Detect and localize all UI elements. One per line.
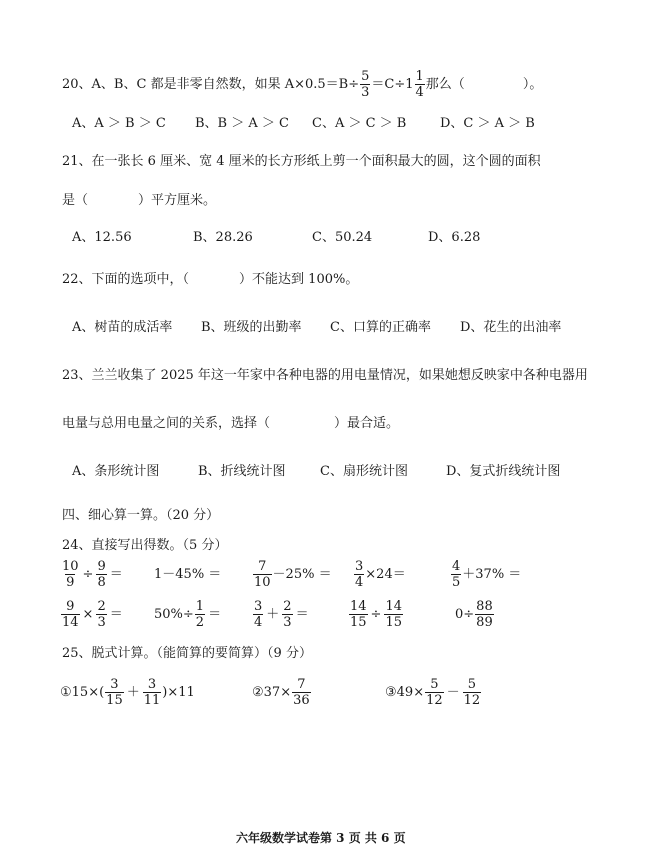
q23-option-a: A、条形统计图 <box>72 464 160 479</box>
q22-option-a: A、树苗的成活率 <box>72 320 173 335</box>
q24-item-r1c5: $\frac{4}{5}$ ＋37% ＝ <box>452 559 522 590</box>
q23-line-1: 23、兰兰收集了 2025 年这一年家中各种电器的用电量情况，如果她想反映家中各种电器用 <box>62 368 588 383</box>
q24-item-r1c2: 1－45% ＝ <box>154 567 222 582</box>
q21-line-2-b: ）平方厘米。 <box>138 193 217 208</box>
q21-option-a: A、12.56 <box>72 230 132 245</box>
fraction: $\frac{3}{15}$ <box>106 677 123 708</box>
fraction: $\frac{7}{36}$ <box>293 677 310 708</box>
q20-option-b: B、B ＞ A ＞ C <box>195 116 289 131</box>
q20-stem-text-a: 20、A、B、C 都是非零自然数，如果 A×0.5＝B÷ <box>62 77 360 93</box>
q22-option-b: B、班级的出勤率 <box>201 320 302 335</box>
q23-line-2 <box>62 417 399 430</box>
q25-problem-3: ③49× $\frac{5}{12}$ － $\frac{5}{12}$ <box>385 677 481 708</box>
q21-line-1: 21、在一张长 6 厘米、宽 4 厘米的长方形纸上剪一个面积最大的圆，这个圆的面积 <box>62 154 541 169</box>
q20-fraction-5-3: $\frac{5}{3}$ <box>361 69 370 100</box>
q24-item-r2c1: $\frac{9}{14}$ × $\frac{2}{3}$ ＝ <box>62 599 123 630</box>
fraction: $\frac{14}{15}$ <box>350 599 367 630</box>
fraction: $\frac{5}{12}$ <box>463 677 481 708</box>
q21-option-b: B、28.26 <box>193 230 253 245</box>
q20-fraction-1-4: $\frac{1}{4}$ <box>415 69 424 100</box>
q20-stem-end: ）。 <box>522 77 543 93</box>
q25-problem-1: ①15×( $\frac{3}{15}$ ＋ $\frac{3}{11}$ )×11 <box>60 677 195 708</box>
fraction: $\frac{7}{10}$ <box>254 559 271 590</box>
q24-item-r2c5: 0÷ $\frac{88}{89}$ <box>455 599 493 630</box>
q23-line-2-a: 电量与总用电量之间的关系，选择（ <box>62 416 271 431</box>
q20-stem-text-b: ＝C÷1 <box>371 77 414 93</box>
q22-option-d: D、花生的出油率 <box>460 320 562 335</box>
fraction: $\frac{3}{4}$ <box>254 599 263 630</box>
section-4-title: 四、细心算一算。（20 分） <box>62 508 220 523</box>
q25-problem-2: ②37× $\frac{7}{36}$ <box>252 677 310 708</box>
q21-option-d: D、6.28 <box>428 230 481 245</box>
page-footer: 六年级数学试卷第 3 页 共 6 页 <box>236 831 406 845</box>
fraction: $\frac{14}{15}$ <box>385 599 402 630</box>
q22-stem-b: ）不能达到 100%。 <box>239 272 359 287</box>
fraction: $\frac{9}{14}$ <box>62 599 79 630</box>
q24-item-r1c4: $\frac{3}{4}$ ×24＝ <box>355 559 406 590</box>
fraction: $\frac{88}{89}$ <box>476 599 493 630</box>
q24-item-r1c3: $\frac{7}{10}$ －25% ＝ <box>254 559 332 590</box>
fraction: $\frac{3}{4}$ <box>355 559 364 590</box>
q24-item-r2c3: $\frac{3}{4}$ ＋ $\frac{2}{3}$ ＝ <box>254 599 309 630</box>
q22-stem-a: 22、下面的选项中，（ <box>62 272 190 287</box>
fraction: $\frac{9}{8}$ <box>97 559 106 590</box>
q24-title: 24、直接写出得数。（5 分） <box>62 538 228 553</box>
fraction: $\frac{3}{11}$ <box>143 677 161 708</box>
q25-title: 25、脱式计算。（能简算的要简算）（9 分） <box>62 646 312 661</box>
q20-option-a: A、A ＞ B ＞ C <box>72 116 166 131</box>
q22-stem <box>62 273 358 286</box>
q21-line-2 <box>62 194 216 207</box>
q22-option-c: C、口算的正确率 <box>330 320 431 335</box>
q24-item-r2c4: $\frac{14}{15}$ ÷ $\frac{14}{15}$ <box>350 599 402 630</box>
q21-option-c: C、50.24 <box>312 230 373 245</box>
q21-line-2-a: 是（ <box>62 193 89 208</box>
fraction: $\frac{2}{3}$ <box>97 599 106 630</box>
q23-option-b: B、折线统计图 <box>198 464 286 479</box>
fraction: $\frac{10}{9}$ <box>62 559 79 590</box>
q20-stem-text-c: 那么（ <box>425 77 465 93</box>
fraction: $\frac{4}{5}$ <box>452 559 461 590</box>
fraction: $\frac{5}{12}$ <box>426 677 443 708</box>
q23-option-c: C、扇形统计图 <box>320 464 408 479</box>
q20-option-c: C、A ＞ C ＞ B <box>312 116 407 131</box>
q24-item-r2c2: 50%÷ $\frac{1}{2}$ ＝ <box>154 599 222 630</box>
q20-option-d: D、C ＞ A ＞ B <box>440 116 535 131</box>
q20-stem <box>62 70 542 99</box>
fraction: $\frac{1}{2}$ <box>195 599 205 630</box>
q23-option-d: D、复式折线统计图 <box>446 464 561 479</box>
fraction: $\frac{2}{3}$ <box>283 599 292 630</box>
q24-item-r1c1: $\frac{10}{9}$ ÷ $\frac{9}{8}$ ＝ <box>62 559 123 590</box>
q23-line-2-b: ）最合适。 <box>334 416 400 431</box>
